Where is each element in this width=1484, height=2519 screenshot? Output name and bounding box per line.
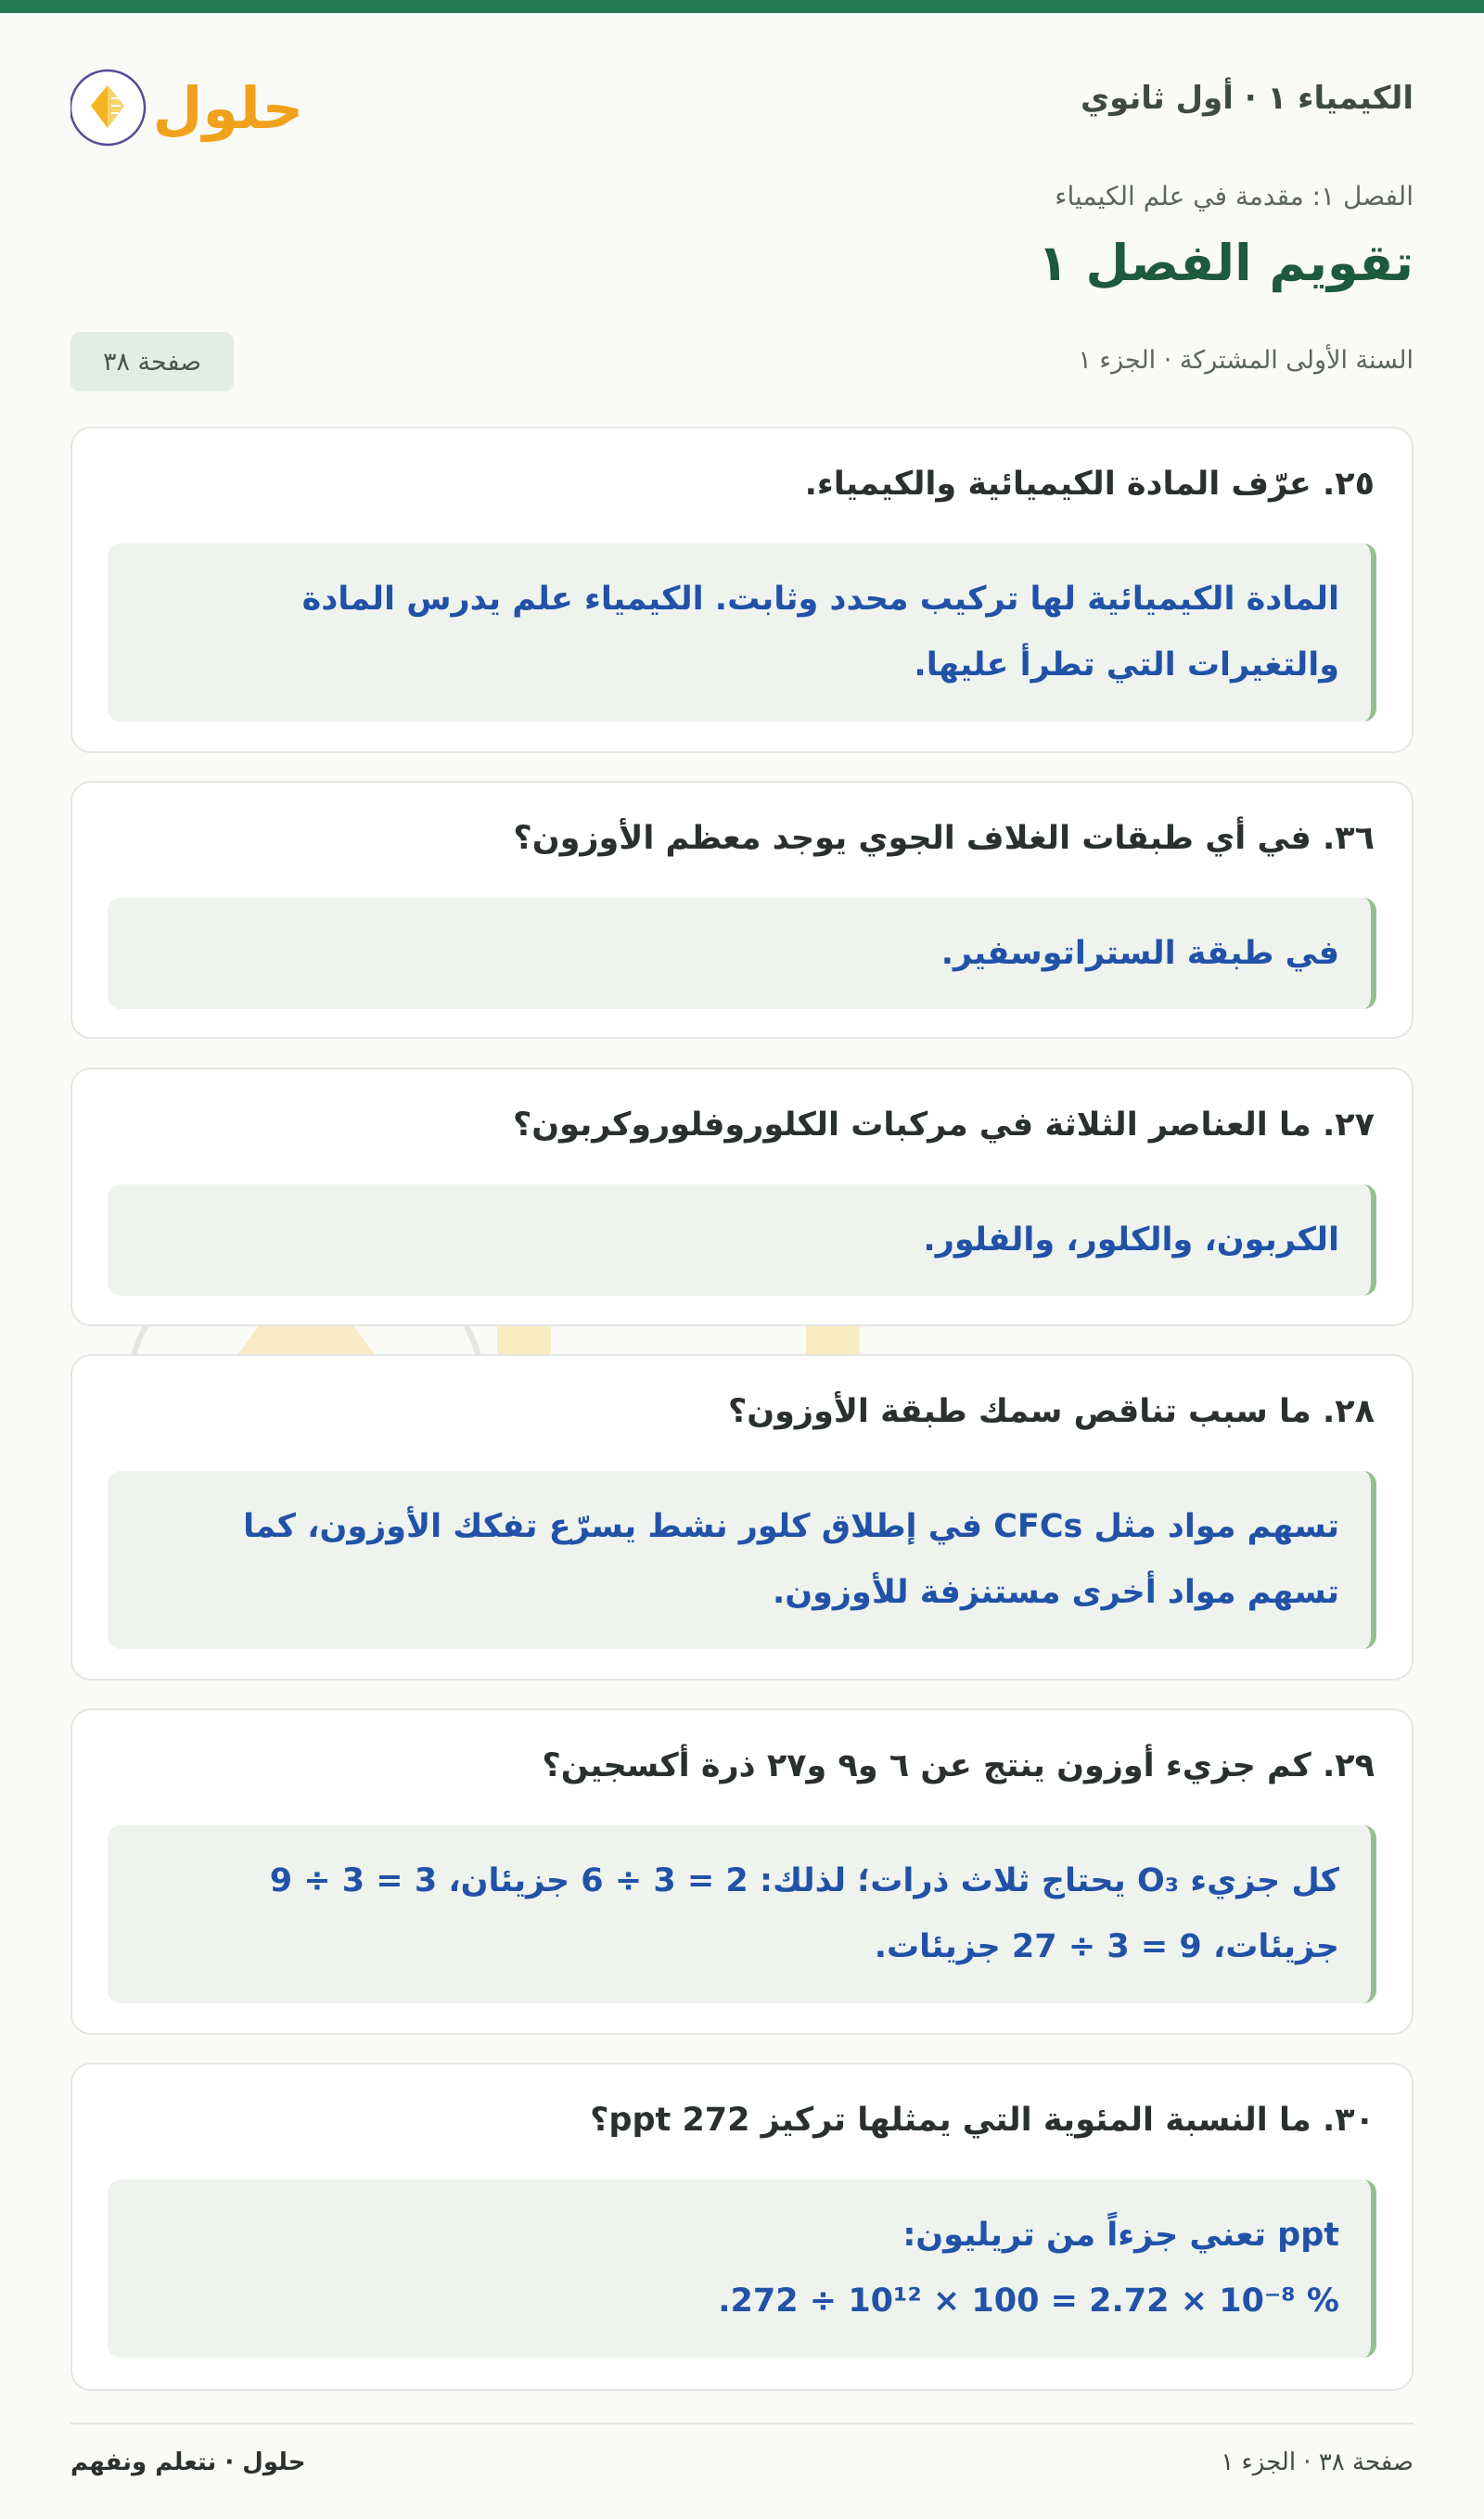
answer-box — [108, 1825, 1376, 2003]
question-text: ٢٩. كم جزيء أوزون ينتج عن ٦ و٩ و٢٧ ذرة أكسجين؟ — [542, 1747, 1375, 1784]
hulul-logo[interactable] — [70, 61, 312, 150]
question-card — [70, 2063, 1414, 2391]
book-title: الكيمياء ١ · أول ثانوي — [1081, 80, 1414, 117]
footer-page-info: صفحة ٣٨ · الجزء ١ — [1221, 2449, 1414, 2476]
question-text: ٣٦. في أي طبقات الغلاف الجوي يوجد معظم الأوزون؟ — [513, 820, 1375, 857]
question-text: ٣٠. ما النسبة المئوية التي يمثلها تركيز 272 ppt؟ — [590, 2102, 1375, 2139]
question-card — [70, 781, 1414, 1039]
page-header — [70, 54, 1414, 147]
answer-line: المادة الكيميائية لها تركيب محدد وثابت. الكيمياء علم يدرس المادة — [301, 581, 1339, 618]
logo-wordmark: حلول — [152, 74, 304, 142]
page-title: تقويم الفصل ١ — [1037, 234, 1414, 292]
answer-line: تسهم مواد أخرى مستنزفة للأوزون. — [772, 1574, 1339, 1611]
course-meta: السنة الأولى المشتركة · الجزء ١ — [1078, 346, 1414, 375]
answer-line: الكربون، والكلور، والفلور. — [923, 1221, 1339, 1259]
answer-box — [108, 543, 1376, 722]
page-badge: صفحة ٣٨ — [70, 332, 234, 391]
answer-line: ppt تعني جزءاً من تريليون: — [902, 2217, 1339, 2254]
question-card — [70, 1354, 1414, 1681]
question-text: ٢٥. عرّف المادة الكيميائية والكيمياء. — [804, 466, 1375, 503]
footer-divider — [70, 2423, 1414, 2424]
answer-box — [108, 2180, 1376, 2358]
answer-box — [108, 1471, 1376, 1649]
question-card — [70, 427, 1414, 753]
question-text: ٢٨. ما سبب تناقص سمك طبقة الأوزون؟ — [728, 1393, 1375, 1430]
answer-line: جزيئات، 9 = 3 ÷ 27 جزيئات. — [874, 1928, 1339, 1965]
answer-box — [108, 1184, 1376, 1296]
answer-line: والتغيرات التي تطرأ عليها. — [914, 646, 1339, 684]
answer-line: تسهم مواد مثل CFCs في إطلاق كلور نشط يسرّع تفكك الأوزون، كما — [243, 1508, 1339, 1545]
top-accent-bar — [0, 0, 1484, 13]
question-card — [70, 1708, 1414, 2035]
answer-line: % 10⁻⁸ × 2.72 = 100 × 10¹² ÷ 272. — [718, 2282, 1339, 2320]
answer-line: كل جزيء O₃ يحتاج ثلاث ذرات؛ لذلك: 2 = 3 ÷ 6 جزيئان، 3 = 3 ÷ 9 — [269, 1862, 1339, 1899]
answer-line: في طبقة الستراتوسفير. — [940, 934, 1339, 972]
question-card — [70, 1068, 1414, 1326]
footer-brand: حلول · نتعلم ونفهم — [70, 2449, 306, 2476]
question-text: ٢٧. ما العناصر الثلاثة في مركبات الكلوروفلوروكربون؟ — [512, 1106, 1375, 1144]
answer-box — [108, 898, 1376, 1009]
chapter-label: الفصل ١: مقدمة في علم الكيمياء — [1055, 181, 1414, 211]
